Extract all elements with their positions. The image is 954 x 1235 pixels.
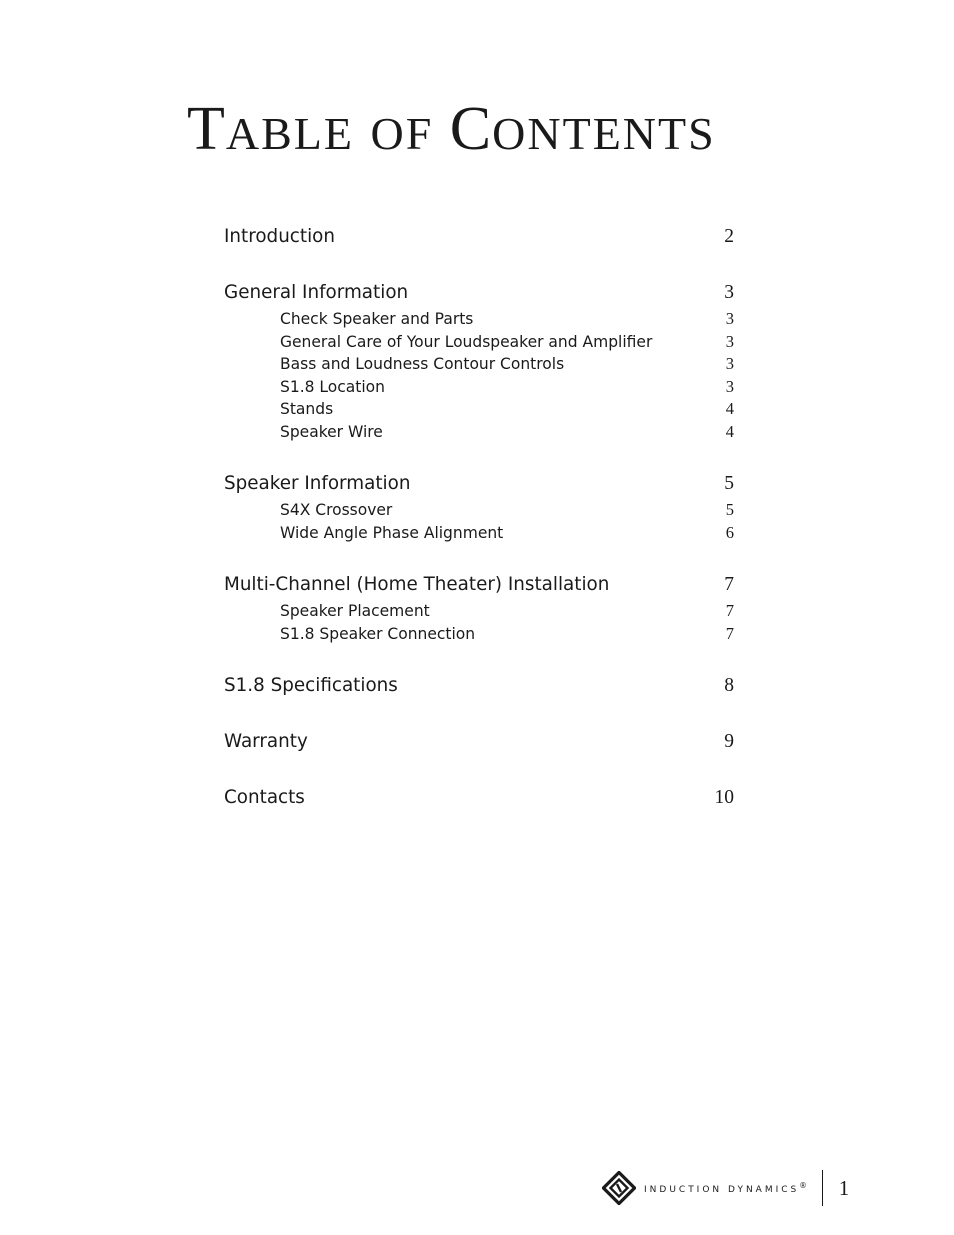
- title-mid: OF: [370, 108, 434, 159]
- toc-subentry-page: 6: [725, 522, 734, 542]
- toc-subentry[interactable]: [224, 331, 734, 354]
- toc-subentry-page: 4: [725, 399, 734, 418]
- toc-subentry[interactable]: [224, 398, 734, 421]
- toc-subentry-label: S4X Crossover: [280, 501, 393, 519]
- toc-entry[interactable]: [224, 222, 734, 252]
- toc-subentry-page: 7: [725, 601, 734, 620]
- toc-subentry[interactable]: [224, 623, 734, 646]
- registered-mark: ®: [799, 1181, 810, 1190]
- toc-entry-label: Speaker Information: [224, 473, 411, 494]
- toc-subentry-page: 4: [725, 421, 734, 441]
- toc-entry-page: 7: [724, 574, 734, 595]
- toc-entry[interactable]: [224, 570, 734, 600]
- toc-entry-label: Introduction: [224, 226, 335, 247]
- toc-entry[interactable]: [224, 469, 734, 499]
- page-number: 1: [838, 1175, 850, 1200]
- toc-subentry-page: 5: [725, 500, 734, 519]
- toc-entry-page: 8: [724, 675, 734, 696]
- toc-entry-label: Contacts: [224, 787, 305, 808]
- toc-section-introduction: [224, 222, 734, 252]
- toc-subentry[interactable]: [224, 522, 734, 545]
- toc-entry[interactable]: [224, 278, 734, 308]
- toc-subentry-label: General Care of Your Loudspeaker and Amplifier: [280, 332, 653, 351]
- toc-section-general-information: [224, 278, 734, 443]
- toc-subentry[interactable]: [224, 308, 734, 331]
- toc-subentry[interactable]: [224, 600, 734, 623]
- toc-entry-label: Warranty: [224, 731, 308, 752]
- toc-entry-page: 9: [724, 731, 734, 752]
- toc-subentry-label: Check Speaker and Parts: [280, 310, 474, 328]
- toc-entry-label: General Information: [224, 282, 409, 303]
- toc-subentry-label: Wide Angle Phase Alignment: [280, 523, 504, 542]
- footer-divider: [822, 1170, 823, 1206]
- toc-entry-page: 3: [724, 282, 734, 303]
- toc-subentry[interactable]: [224, 421, 734, 444]
- page-footer: [602, 1168, 892, 1208]
- toc-subentry[interactable]: [224, 499, 734, 522]
- toc-subentry-label: S1.8 Location: [280, 377, 385, 396]
- toc-subentry-label: Speaker Placement: [280, 602, 430, 620]
- toc-entry[interactable]: [224, 783, 734, 813]
- title-first-letter: T: [187, 95, 226, 163]
- title-first-rest: ABLE: [225, 108, 354, 159]
- toc-subentry-label: Stands: [280, 400, 334, 418]
- toc-entry[interactable]: [224, 727, 734, 757]
- induction-dynamics-logo-icon: [602, 1171, 636, 1205]
- toc-section-contacts: [224, 783, 734, 813]
- toc-section-speaker-information: [224, 469, 734, 544]
- toc-subentry-label: Speaker Wire: [280, 422, 383, 441]
- brand-name-text: INDUCTION DYNAMICS: [644, 1185, 800, 1195]
- toc-subentry-page: 3: [725, 354, 734, 373]
- toc-subentry-label: S1.8 Speaker Connection: [280, 624, 476, 643]
- toc-subentry-page: 3: [725, 376, 734, 396]
- toc-subentry-page: 7: [725, 623, 734, 643]
- toc-entry-label: S1.8 Specifications: [224, 675, 398, 696]
- toc-entry-page: 5: [724, 473, 734, 494]
- page-title: [187, 95, 716, 163]
- title-second-letter: C: [449, 95, 493, 163]
- toc-entry-label: Multi-Channel (Home Theater) Installation: [224, 574, 610, 595]
- toc-subentry-page: 3: [725, 309, 734, 328]
- toc-subentry-label: Bass and Loudness Contour Controls: [280, 355, 565, 373]
- title-second-rest: ONTENTS: [492, 108, 716, 159]
- table-of-contents: [224, 222, 734, 839]
- toc-section-multi-channel: [224, 570, 734, 645]
- brand-name: [644, 1181, 810, 1195]
- toc-section-specifications: [224, 671, 734, 701]
- toc-subentry-page: 3: [725, 331, 734, 351]
- toc-subentry[interactable]: [224, 376, 734, 399]
- toc-entry-page: 2: [724, 226, 734, 247]
- toc-section-warranty: [224, 727, 734, 757]
- toc-entry-page: 10: [714, 787, 734, 808]
- toc-subentry[interactable]: [224, 353, 734, 376]
- toc-entry[interactable]: [224, 671, 734, 701]
